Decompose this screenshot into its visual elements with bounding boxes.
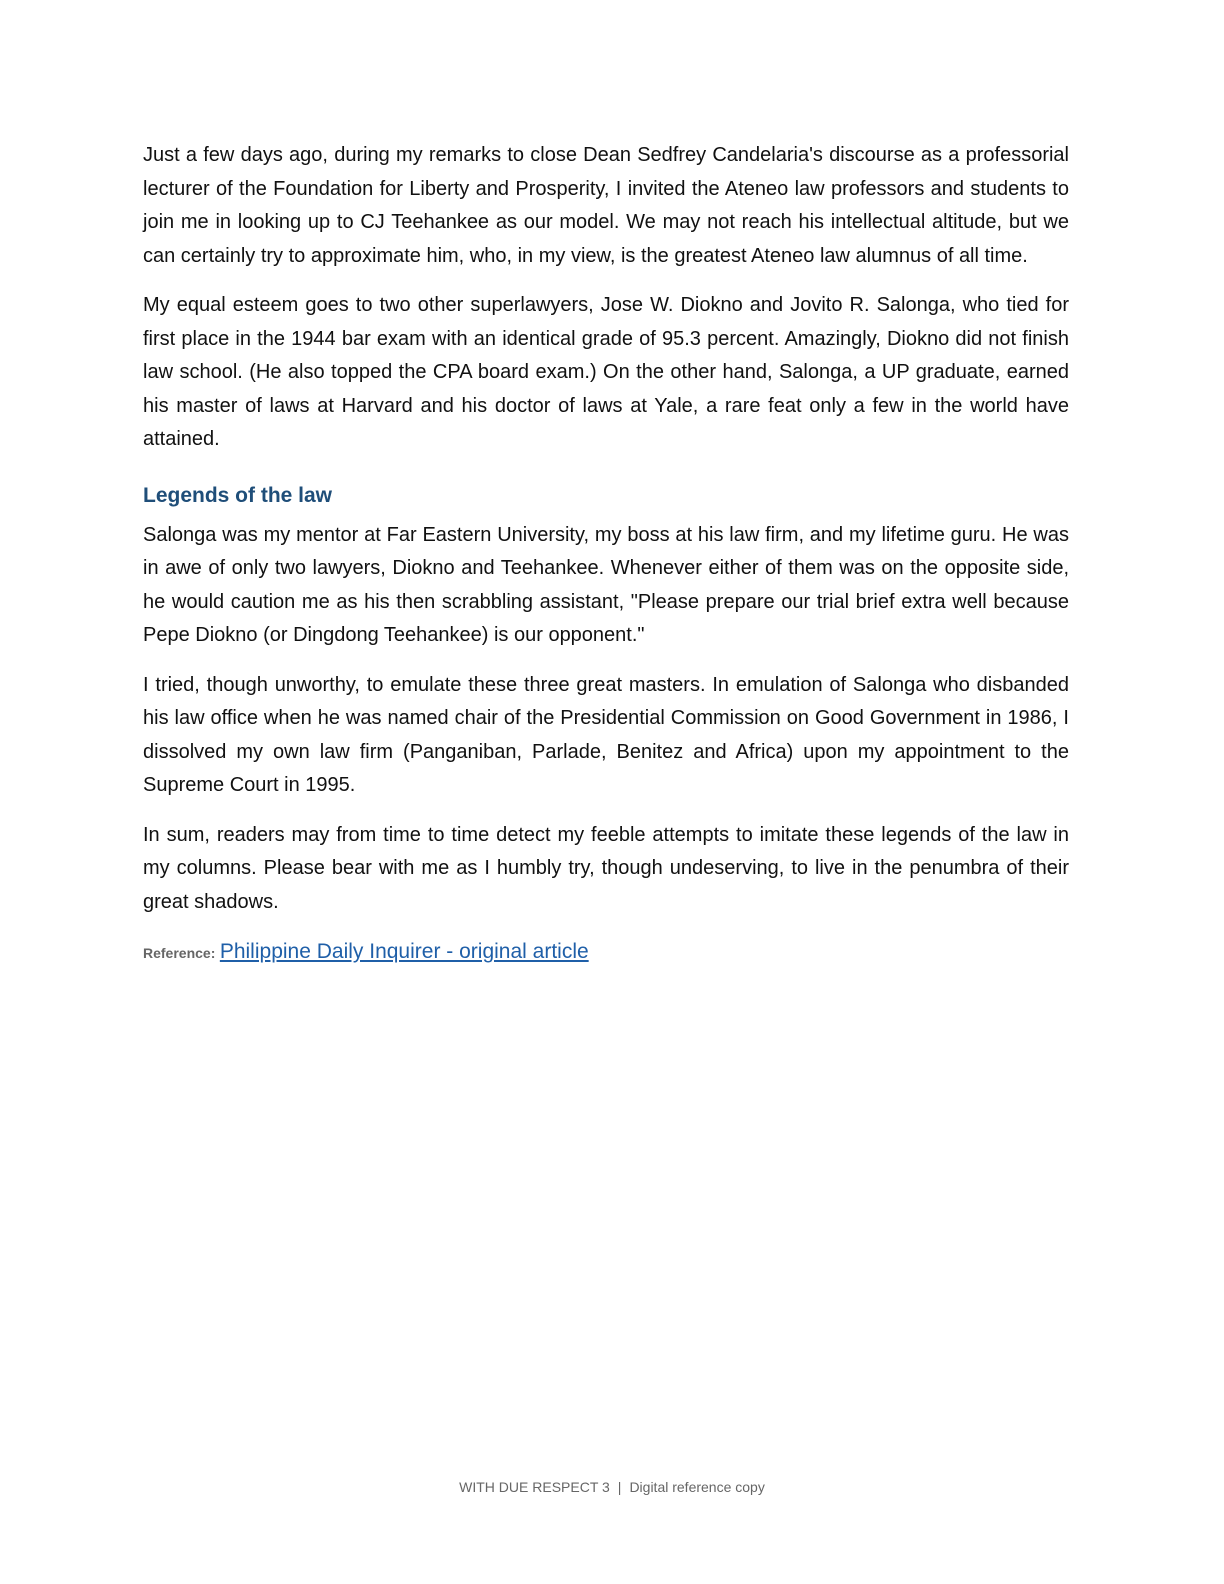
paragraph-2: My equal esteem goes to two other superlawyers, Jose W. Diokno and Jovito R. Salonga, who tied for first place in the 1944 bar exam with an identical grade of 95.3 percent. Amazingly, Diokno did not finish law school. (He also topped the CPA board exam.) On the other hand, Salonga, a UP graduate, earned his master of laws at Harvard and his doctor of laws at Yale, a rare feat only a few in the world have attained. — [143, 294, 1069, 450]
paragraph-1: Just a few days ago, during my remarks to close Dean Sedfrey Candelaria's discourse as a professorial lecturer of the Foundation for Liberty and Prosperity, I invited the Ateneo law professors and students to join me in looking up to CJ Teehankee as our model. We may not reach his intellectual altitude, but we can certainly try to approximate him, who, in my view, is the greatest Ateneo law alumnus of all time. — [143, 144, 1069, 267]
article-body — [143, 139, 1069, 969]
paragraph-3: Salonga was my mentor at Far Eastern University, my boss at his law firm, and my lifetime guru. He was in awe of only two lawyers, Diokno and Teehankee. Whenever either of them was on the opposite side, he would caution me as his then scrabbling assistant, "Please prepare our trial brief extra well because Pepe Diokno (or Dingdong Teehankee) is our opponent." — [143, 523, 1069, 646]
paragraph-5: In sum, readers may from time to time detect my feeble attempts to imitate these legends of the law in my columns. Please bear with me as I humbly try, though undeserving, to live in the penumbra of their great shadows. — [143, 823, 1069, 913]
page-footer — [0, 1479, 1224, 1495]
reference-line — [143, 937, 1069, 969]
footer-note: Digital reference copy — [629, 1479, 765, 1495]
section-heading: Legends of the law — [143, 483, 333, 507]
reference-label: Reference: — [143, 945, 216, 961]
reference-link[interactable]: Philippine Daily Inquirer - original article — [219, 940, 589, 963]
paragraph-4: I tried, though unworthy, to emulate these three great masters. In emulation of Salonga who disbanded his law office when he was named chair of the Presidential Commission on Good Government in 1986, I dissolved my own law firm (Panganiban, Parlade, Benitez and Africa) upon my appointment to the Supreme Court in 1995. — [143, 673, 1069, 796]
footer-title: WITH DUE RESPECT 3 — [459, 1479, 610, 1495]
footer-separator: | — [617, 1479, 622, 1495]
